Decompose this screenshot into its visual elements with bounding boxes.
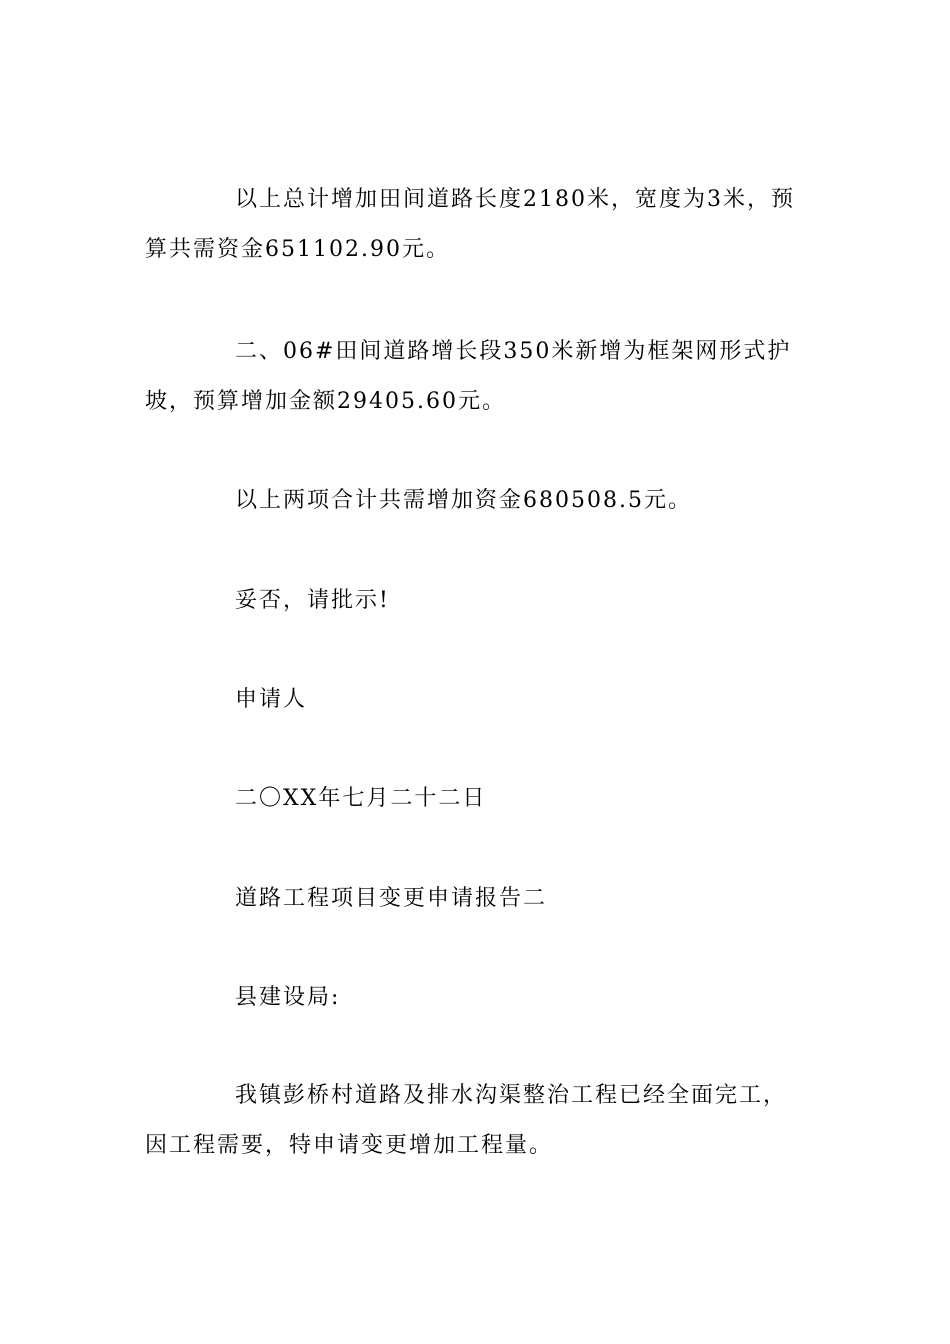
report-title: 道路工程项目变更申请报告二 [235, 886, 548, 911]
paragraph-road-total: 以上总计增加田间道路长度2180米，宽度为3米，预算共需资金651102.90元。 [145, 187, 795, 262]
applicant-label: 申请人 [235, 687, 308, 712]
paragraph-approval-request: 妥否，请批示! [235, 588, 390, 613]
paragraph-project-intro: 我镇彭桥村道路及排水沟渠整治工程已经全面完工，因工程需要，特申请变更增加工程量。 [145, 1083, 788, 1158]
recipient-line: 县建设局: [235, 985, 341, 1010]
paragraph-slope-protection: 二、06#田间道路增长段350米新增为框架网形式护坡，预算增加金额29405.60元。 [145, 339, 792, 414]
date-line: 二〇XX年七月二十二日 [235, 786, 487, 811]
paragraph-combined-total: 以上两项合计共需增加资金680508.5元。 [235, 488, 692, 513]
